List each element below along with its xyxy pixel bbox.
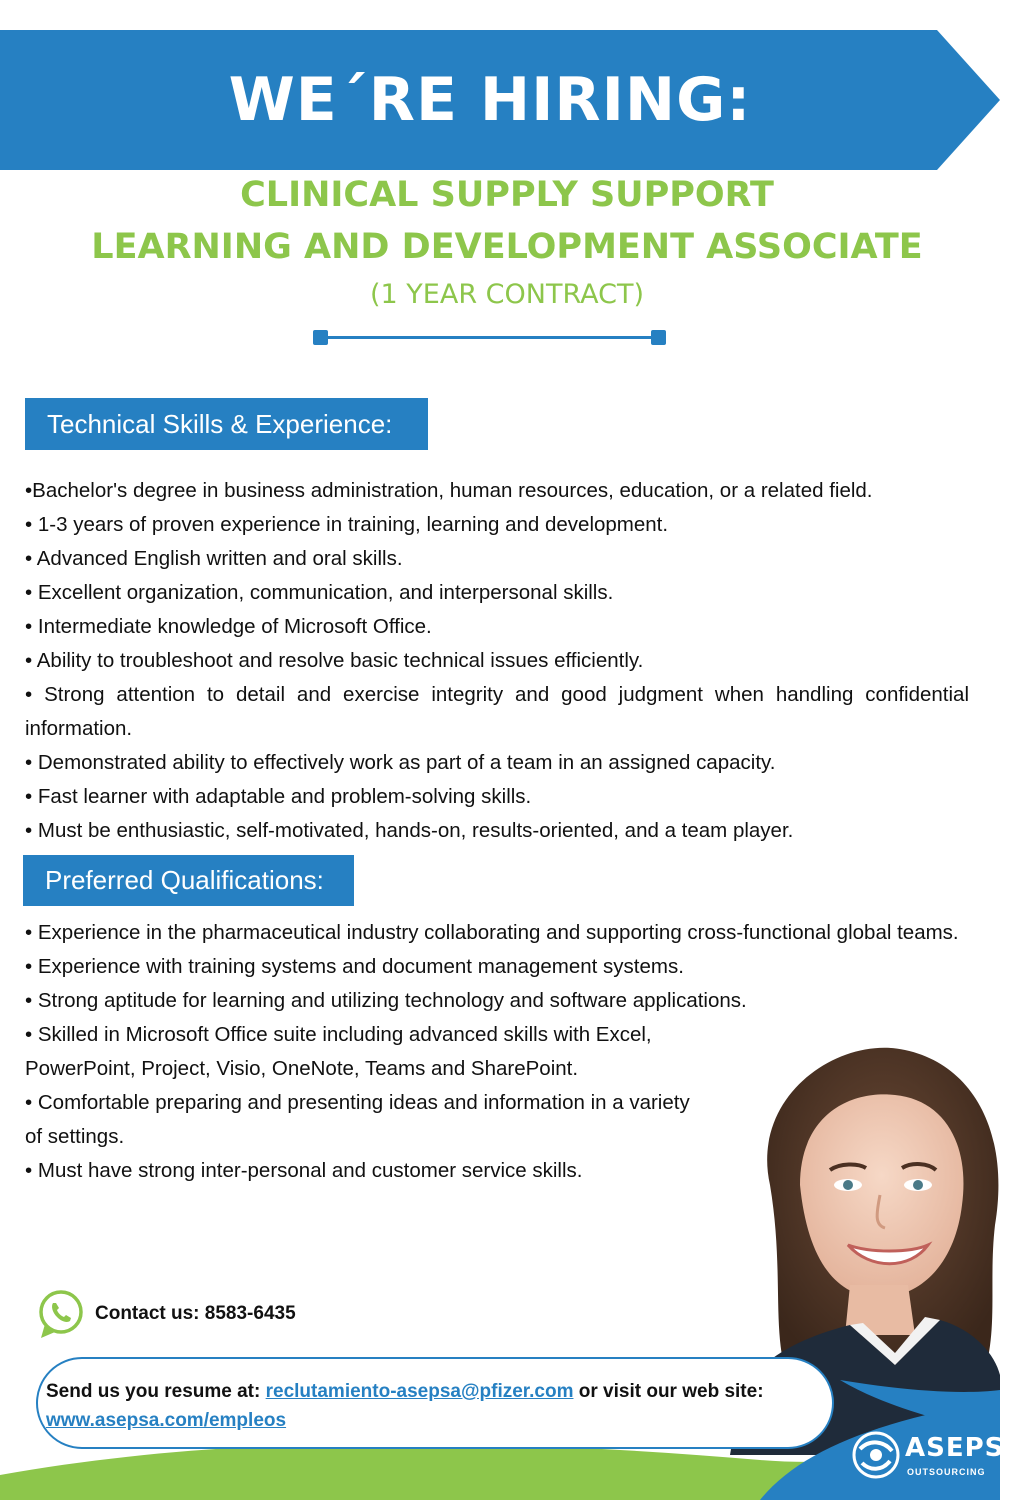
- email-link[interactable]: reclutamiento-asepsa@pfizer.com: [265, 1381, 574, 1402]
- list-item: • Experience with training systems and document management systems.: [25, 955, 684, 978]
- list-item: • 1-3 years of proven experience in training, learning and development.: [25, 513, 669, 536]
- list-item: • Demonstrated ability to effectively work as part of a team in an assigned capacity.: [25, 751, 776, 774]
- list-item: • Advanced English written and oral skills.: [25, 547, 403, 570]
- contact-block: [37, 1287, 296, 1341]
- preferred-qualifications-header: Preferred Qualifications:: [23, 855, 354, 906]
- banner-title: WE´RE HIRING:: [228, 65, 752, 135]
- resume-prefix: Send us you resume at:: [46, 1381, 261, 1402]
- logo-subtitle: OUTSOURCING: [907, 1467, 986, 1477]
- title-divider: [313, 330, 666, 346]
- list-item: • Must be enthusiastic, self-motivated, hands-on, results-oriented, and a team player.: [25, 819, 794, 842]
- resume-middle: or visit our web site:: [578, 1381, 764, 1402]
- list-item: •Bachelor's degree in business administration, human resources, education, or a related field.: [25, 479, 873, 502]
- technical-skills-list: [25, 474, 969, 848]
- list-item: • Ability to troubleshoot and resolve basic technical issues efficiently.: [25, 649, 644, 672]
- globe-icon: [850, 1429, 902, 1481]
- whatsapp-icon[interactable]: [37, 1288, 85, 1340]
- list-item: • Skilled in Microsoft Office suite including advanced skills with Excel, PowerPoint, Project, Visio, OneNote, Teams and SharePoint.: [25, 1023, 652, 1080]
- list-item: • Comfortable preparing and presenting ideas and information in a variety of settings.: [25, 1091, 690, 1148]
- contract-type: (1 YEAR CONTRACT): [370, 279, 644, 310]
- list-item: • Excellent organization, communication, and interpersonal skills.: [25, 581, 614, 604]
- list-item: • Experience in the pharmaceutical industry collaborating and supporting cross-functional global teams.: [25, 921, 959, 944]
- list-item: • Strong attention to detail and exercise integrity and good judgment when handling confidential information.: [25, 683, 969, 740]
- contact-phone: Contact us: 8583-6435: [95, 1303, 296, 1324]
- list-item: • Intermediate knowledge of Microsoft Office.: [25, 615, 432, 638]
- list-item: • Strong aptitude for learning and utilizing technology and software applications.: [25, 989, 747, 1012]
- logo-name: ASEPSA: [905, 1433, 1026, 1463]
- resume-info-box: [36, 1357, 834, 1449]
- job-title-line2: LEARNING AND DEVELOPMENT ASSOCIATE: [91, 227, 923, 267]
- asepsa-logo: [850, 1425, 1026, 1485]
- technical-skills-header: Technical Skills & Experience:: [25, 398, 428, 450]
- website-link[interactable]: www.asepsa.com/empleos: [46, 1410, 287, 1431]
- hiring-banner: [0, 30, 1000, 170]
- list-item: • Must have strong inter-personal and customer service skills.: [25, 1159, 583, 1182]
- list-item: • Fast learner with adaptable and problem-solving skills.: [25, 785, 532, 808]
- job-title-line1: CLINICAL SUPPLY SUPPORT: [240, 175, 774, 215]
